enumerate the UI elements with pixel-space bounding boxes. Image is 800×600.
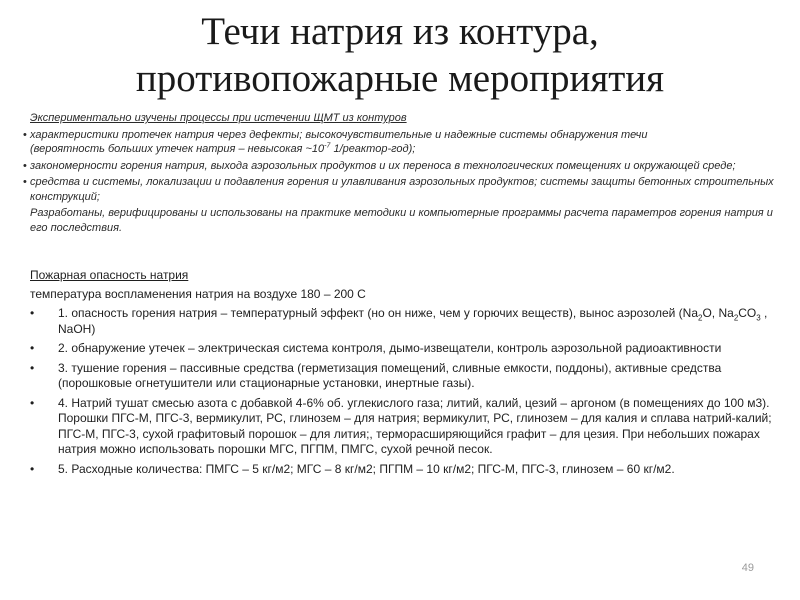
list-item-extinguishing: • 3. тушение горения – пассивные средства (герметизация помещений, сливные емкости, поддоны), активные средства (порошковые огнетушители или стационарные установки, инертные газы). (30, 361, 782, 392)
ignition-temperature: температура воспламенения натрия на воздухе 180 – 200 С (30, 286, 366, 301)
probability-exponent: -7 (324, 142, 331, 150)
item1-sub: 2 (698, 313, 703, 323)
fire-hazard-list (30, 306, 782, 477)
list-item-extinguishing-agents: • 4. Натрий тушат смесью азота с добавкой 4-6% об. углекислого газа; литий, калий, цезий – аргоном (в помещениях до 100 м3). Порошки ПГС-М, ПГС-3, вермикулит, РС, глинозем – для натрия; вермикулит, РС, глинозем – для калия и сплава натрий-калий; ПГС-М, ПГС-3, сухой графитовый порошок – для лития;, терморасширяющийся графит – для цезия. При небольших пожарах натрия можно использовать порошки МГС, ПГПМ, ПМГС, сухой речной песок. (30, 396, 782, 458)
studies-intro: Экспериментально изучены процессы при истечении ЩМТ из контуров (30, 112, 407, 124)
item1-sub: 2 (733, 313, 739, 323)
methods-paragraph: Разработаны, верифицированы и использованы на практике методики и компьютерные программы расчета параметров горения натрия и его последствия. (30, 207, 773, 234)
bullet-leak-text: характеристики протечек натрия через дефекты; высокочувствительные и надежные системы обнаружения течи (30, 128, 648, 141)
item1-text-d: , NaOH) (58, 306, 768, 336)
slide-title (0, 8, 800, 102)
item1-sub: 3 (756, 313, 761, 323)
page-number: 49 (741, 562, 754, 574)
item1-text-c: CO (738, 306, 757, 320)
bullet-combustion-laws: • закономерности горения натрия, выхода аэрозольных продуктов и их переноса в технологических помещениях и окружающей среде; (24, 159, 776, 174)
item1-text: 1. опасность горения натрия – температурный эффект (но он ниже, чем у горючих веществ), вынос аэрозолей (Na (58, 306, 699, 320)
fire-hazard-section (30, 268, 782, 481)
bullet-leak-probability: (вероятность больших утечек натрия – невысокая ~10 (30, 143, 325, 155)
experimental-studies-section (24, 111, 776, 235)
bullet-leak-characteristics (24, 128, 776, 157)
list-item-consumption: • 5. Расходные количества: ПМГС – 5 кг/м2; МГС – 8 кг/м2; ПГПМ – 10 кг/м2; ПГС-М, ПГС-3, глинозем – 60 кг/м2. (30, 462, 782, 478)
title-line-2: противопожарные мероприятия (135, 57, 665, 100)
bullet-leak-unit: 1/реактор-год); (330, 143, 416, 155)
title-line-1: Течи натрия из контура, (201, 10, 599, 53)
list-item-hazard (30, 306, 782, 337)
bullet-suppression-means: • средства и системы, локализации и подавления горения и улавливания аэрозольных продуктов; системы защиты бетонных строительных конструкций; (24, 175, 776, 204)
list-item-detection: • 2. обнаружение утечек – электрическая система контроля, дымо-извещатели, контроль аэрозольной радиоактивности (30, 341, 782, 357)
fire-hazard-heading: Пожарная опасность натрия (30, 268, 189, 282)
item1-text-b: O, Na (702, 306, 734, 320)
